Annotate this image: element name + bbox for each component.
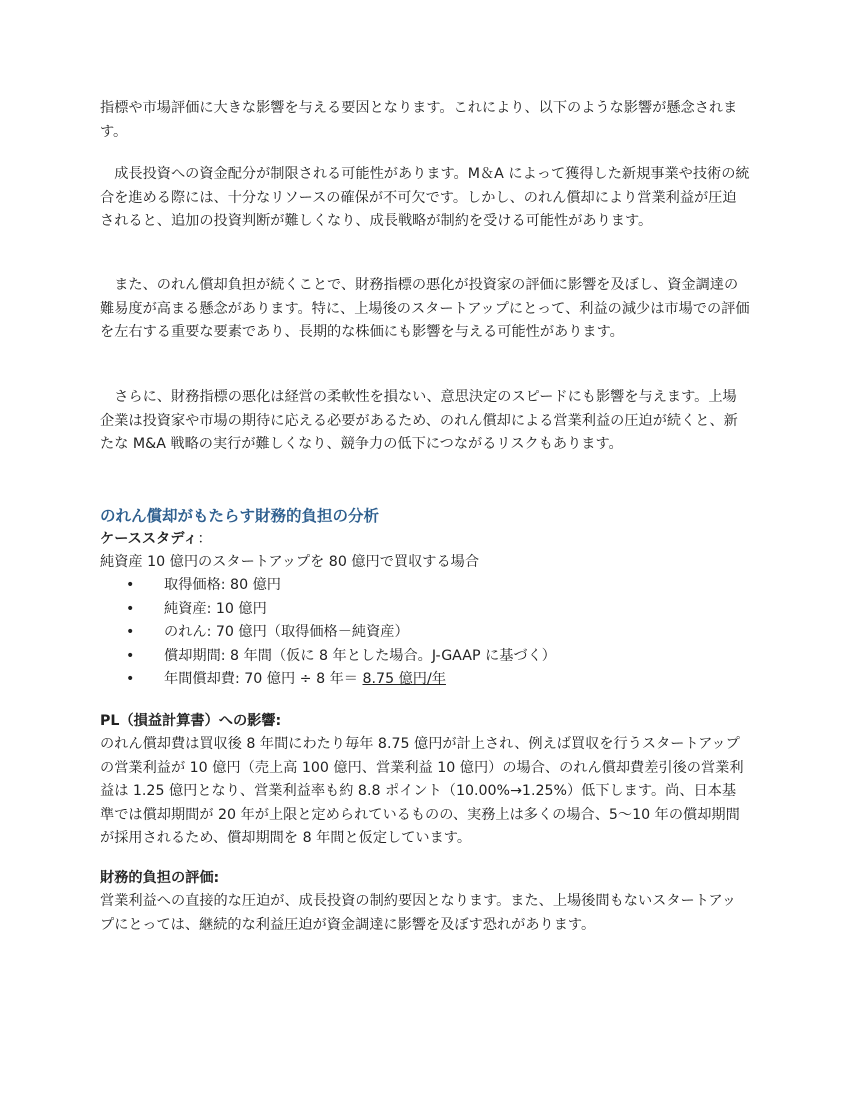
- pl-impact-label: PL（損益計算書）への影響:: [100, 713, 282, 729]
- bullet: •: [126, 577, 135, 593]
- list-item-text: 年間償却費: 70 億円 ÷ 8 年＝: [164, 671, 363, 687]
- case-study-label: ケーススタディ: [100, 531, 198, 547]
- pl-impact-text: のれん償却費は買収後 8 年間にわたり毎年 8.75 億円が計上され、例えば買収を行うスタートアップの営業利益が 10 億円（売上高 100 億円、営業利益 10 億円）の場合、のれん償却費差引後の営業利益は 1.25 億円となり、営業利益率も約 8.8 ポイント（10.00%→1.25%）低下します。尚、日本基準では償却期間が 20 年が上限と定められているものの、実務上は多くの場合、5～10 年の償却期間が採用されるため、償却期間を 8 年間と仮定しています。: [100, 736, 744, 846]
- list-item-text: 取得価格: 80 億円: [164, 577, 281, 593]
- financial-burden-label: 財務的負担の評価:: [100, 870, 220, 886]
- list-item: [100, 645, 556, 669]
- annual-amortization-result: 8.75 億円/年: [362, 671, 446, 687]
- case-study-description: 純資産 10 億円のスタートアップを 80 億円で買収する場合: [100, 554, 480, 570]
- paragraph-management-flexibility: さらに、財務指標の悪化は経営の柔軟性を損ない、意思決定のスピードにも影響を与えます。上場企業は投資家や市場の期待に応える必要があるため、のれん償却による営業利益の圧迫が続くと、新たな M&A 戦略の実行が難しくなり、競争力の低下につながるリスクもあります。: [100, 389, 738, 452]
- paragraph-funding-difficulty: また、のれん償却負担が続くことで、財務指標の悪化が投資家の評価に影響を及ぼし、資金調達の難易度が高まる懸念があります。特に、上場後のスタートアップにとって、利益の減少は市場での評価を左右する重要な要素であり、長期的な株価にも影響を与える可能性があります。: [100, 277, 750, 340]
- list-item: [100, 598, 556, 622]
- financial-burden-text: 営業利益への直接的な圧迫が、成長投資の制約要因となります。また、上場後間もないスタートアップにとっては、継続的な利益圧迫が資金調達に影響を及ぼす恐れがあります。: [100, 893, 736, 933]
- bullet: •: [126, 671, 135, 687]
- paragraph-growth-investment: 成長投資への資金配分が制限される可能性があります。M＆A によって獲得した新規事業や技術の統合を進める際には、十分なリソースの確保が不可欠です。しかし、のれん償却により営業利益が圧迫されると、追加の投資判断が難しくなり、成長戦略が制約を受ける可能性があります。: [100, 166, 750, 229]
- case-study-list: [100, 574, 556, 692]
- list-item: [100, 668, 556, 692]
- bullet: •: [126, 647, 135, 664]
- bullet: •: [126, 600, 135, 617]
- list-item: [100, 574, 556, 598]
- case-study-colon: ：: [197, 531, 212, 547]
- intro-paragraph: 指標や市場評価に大きな影響を与える要因となります。これにより、以下のような影響が懸念されます。: [100, 100, 738, 140]
- section-heading: のれん償却がもたらす財務的負担の分析: [100, 507, 380, 525]
- list-item-text: のれん: 70 億円（取得価格－純資産）: [164, 624, 409, 640]
- list-item: [100, 621, 556, 645]
- case-study-title: [100, 528, 750, 552]
- bullet: •: [126, 624, 135, 640]
- list-item-text: 償却期間: 8 年間（仮に 8 年とした場合。J-GAAP に基づく）: [164, 647, 556, 664]
- list-item-text: 純資産: 10 億円: [164, 600, 267, 617]
